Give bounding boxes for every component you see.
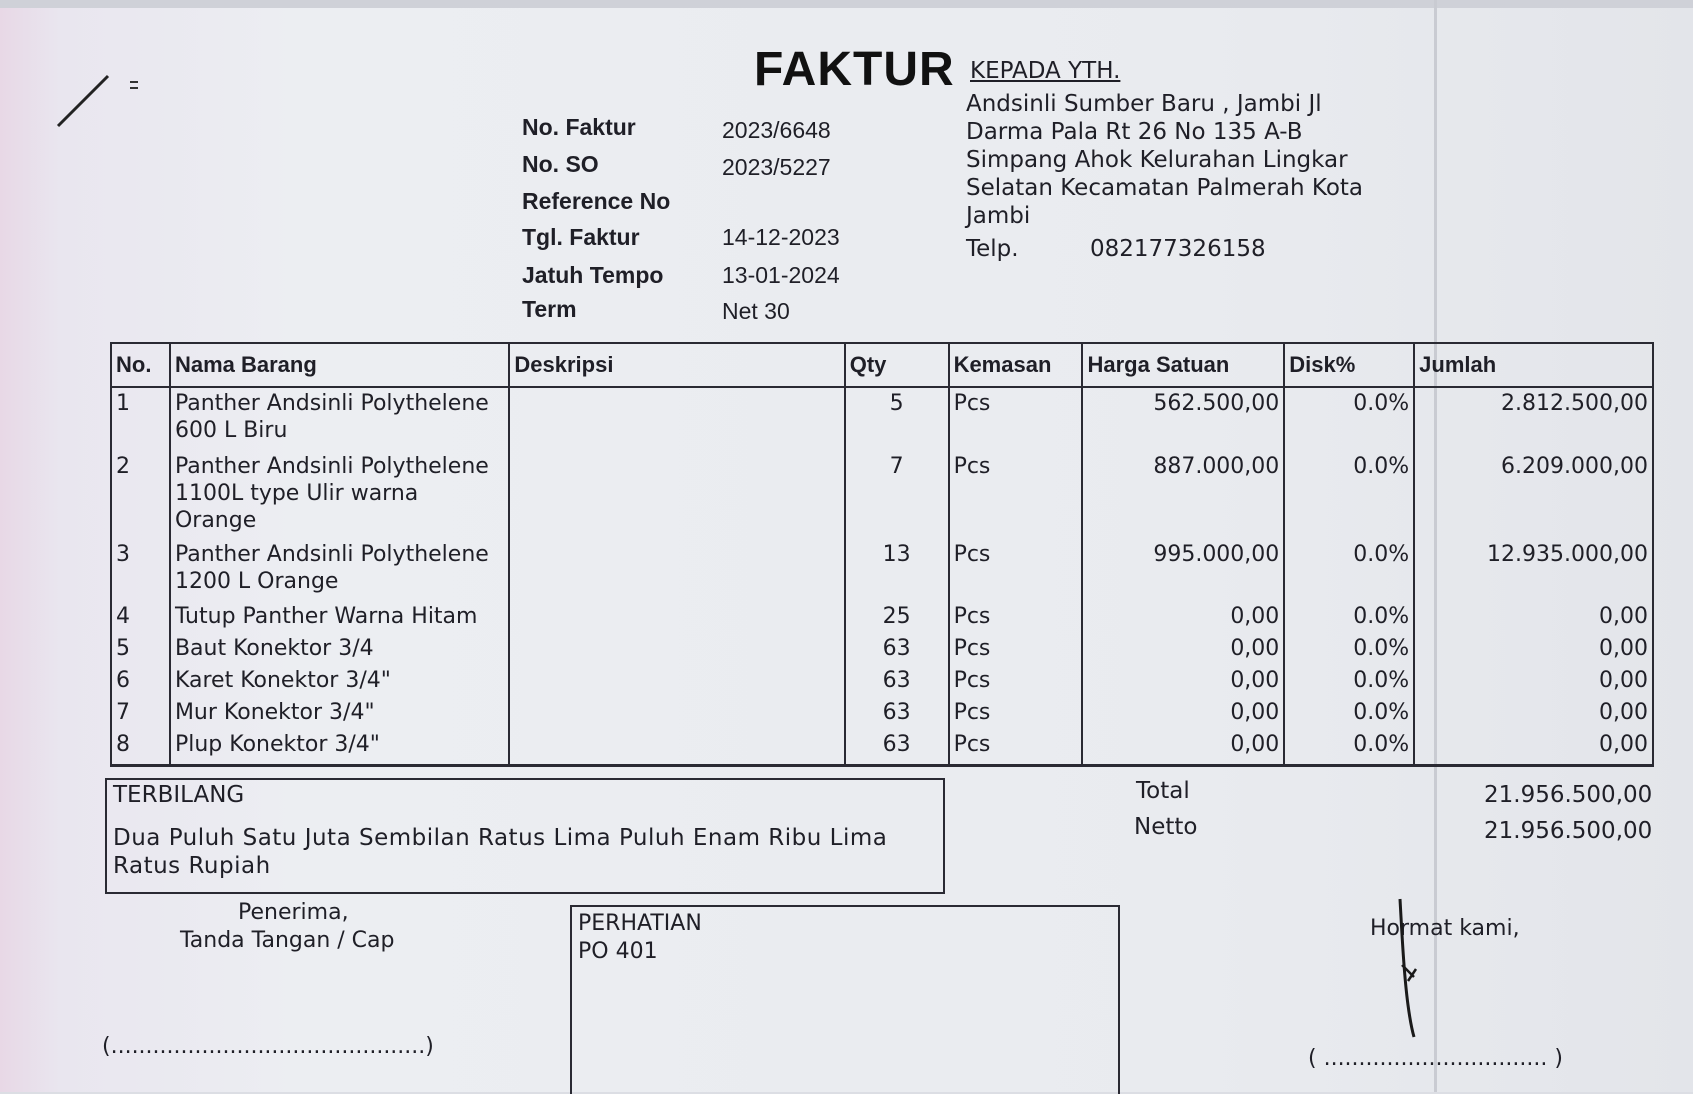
- cell-harga: 0,00: [1082, 665, 1284, 697]
- col-header-kemasan: Kemasan: [949, 343, 1083, 387]
- cell-deskripsi: [509, 451, 844, 539]
- cell-qty: 63: [845, 633, 949, 665]
- cell-qty: 13: [845, 539, 949, 601]
- table-row: [111, 697, 1653, 729]
- cell-jumlah: 0,00: [1414, 633, 1653, 665]
- table-row: [111, 387, 1653, 451]
- items-table: [110, 342, 1654, 767]
- cell-no: 8: [111, 729, 170, 765]
- term-label: Term: [522, 296, 577, 322]
- cell-no: 1: [111, 387, 170, 451]
- cell-disk: 0.0%: [1284, 451, 1414, 539]
- cell-jumlah: 12.935.000,00: [1414, 539, 1653, 601]
- cell-jumlah: 0,00: [1414, 601, 1653, 633]
- col-header-nama: Nama Barang: [170, 343, 509, 387]
- telp-value: 082177326158: [1090, 236, 1266, 262]
- col-header-jumlah: Jumlah: [1414, 343, 1653, 387]
- cell-nama: Mur Konektor 3/4": [170, 697, 509, 729]
- table-row: [111, 633, 1653, 665]
- col-header-deskripsi: Deskripsi: [509, 343, 844, 387]
- perhatian-box: [570, 905, 1120, 1094]
- perhatian-text: PO 401: [578, 939, 658, 964]
- cell-nama: Panther Andsinli Polythelene 1100L type Ulir warna Orange: [170, 451, 509, 539]
- col-header-no: No.: [111, 343, 170, 387]
- terbilang-box: [105, 778, 945, 894]
- cell-qty: 63: [845, 729, 949, 765]
- cell-kemasan: Pcs: [949, 539, 1083, 601]
- cell-deskripsi: [509, 539, 844, 601]
- recipient-address: Andsinli Sumber Baru , Jambi Jl Darma Pala Rt 26 No 135 A-B Simpang Ahok Kelurahan Lingkar Selatan Kecamatan Palmerah Kota Jambi: [966, 91, 1363, 229]
- no-faktur-label: No. Faktur: [522, 114, 636, 140]
- total-label: Total: [1136, 778, 1190, 804]
- invoice-title: FAKTUR: [754, 43, 955, 96]
- cell-kemasan: Pcs: [949, 665, 1083, 697]
- cell-no: 6: [111, 665, 170, 697]
- penerima-label: Penerima,: [238, 900, 349, 925]
- cell-nama: Plup Konektor 3/4": [170, 729, 509, 765]
- signature-stroke-icon: [1378, 895, 1428, 1045]
- perhatian-label: PERHATIAN: [578, 911, 702, 936]
- cell-deskripsi: [509, 633, 844, 665]
- paper-top-edge: [0, 0, 1693, 8]
- pen-mark-icon: [50, 68, 170, 138]
- cell-kemasan: Pcs: [949, 697, 1083, 729]
- cell-disk: 0.0%: [1284, 729, 1414, 765]
- table-row: [111, 451, 1653, 539]
- cell-harga: 0,00: [1082, 697, 1284, 729]
- cell-qty: 63: [845, 665, 949, 697]
- tgl-faktur-value: 14-12-2023: [722, 224, 840, 250]
- cell-qty: 7: [845, 451, 949, 539]
- cell-disk: 0.0%: [1284, 387, 1414, 451]
- table-row: [111, 729, 1653, 765]
- cell-no: 5: [111, 633, 170, 665]
- table-row: [111, 539, 1653, 601]
- cell-harga: 887.000,00: [1082, 451, 1284, 539]
- cell-jumlah: 0,00: [1414, 697, 1653, 729]
- term-value: Net 30: [722, 298, 790, 324]
- col-header-harga: Harga Satuan: [1082, 343, 1284, 387]
- hormat-signature-line: ( ................................ ): [1308, 1046, 1563, 1071]
- cell-harga: 995.000,00: [1082, 539, 1284, 601]
- cell-deskripsi: [509, 387, 844, 451]
- cell-no: 4: [111, 601, 170, 633]
- cell-nama: Panther Andsinli Polythelene 600 L Biru: [170, 387, 509, 451]
- cell-deskripsi: [509, 601, 844, 633]
- cell-harga: 0,00: [1082, 601, 1284, 633]
- cell-deskripsi: [509, 697, 844, 729]
- cell-nama: Tutup Panther Warna Hitam: [170, 601, 509, 633]
- no-faktur-value: 2023/6648: [722, 117, 831, 143]
- cell-deskripsi: [509, 665, 844, 697]
- cell-disk: 0.0%: [1284, 601, 1414, 633]
- telp-label: Telp.: [966, 236, 1019, 262]
- table-row: [111, 601, 1653, 633]
- netto-value: 21.956.500,00: [1484, 818, 1653, 844]
- cell-deskripsi: [509, 729, 844, 765]
- terbilang-text: Dua Puluh Satu Juta Sembilan Ratus Lima Puluh Enam Ribu Lima Ratus Rupiah: [113, 825, 888, 879]
- netto-label: Netto: [1134, 814, 1198, 840]
- jatuh-tempo-label: Jatuh Tempo: [522, 262, 664, 288]
- cell-no: 2: [111, 451, 170, 539]
- no-so-value: 2023/5227: [722, 154, 831, 180]
- cell-kemasan: Pcs: [949, 633, 1083, 665]
- cell-nama: Panther Andsinli Polythelene 1200 L Orange: [170, 539, 509, 601]
- recipient-label: KEPADA YTH.: [970, 58, 1121, 84]
- penerima-signature-line: (.............................................): [102, 1034, 434, 1059]
- cell-no: 3: [111, 539, 170, 601]
- cell-qty: 63: [845, 697, 949, 729]
- cell-kemasan: Pcs: [949, 601, 1083, 633]
- total-value: 21.956.500,00: [1484, 782, 1653, 808]
- table-header-row: [111, 343, 1653, 387]
- cell-harga: 0,00: [1082, 633, 1284, 665]
- cell-jumlah: 0,00: [1414, 665, 1653, 697]
- cell-disk: 0.0%: [1284, 697, 1414, 729]
- cell-jumlah: 6.209.000,00: [1414, 451, 1653, 539]
- cell-harga: 562.500,00: [1082, 387, 1284, 451]
- cell-disk: 0.0%: [1284, 665, 1414, 697]
- reference-label: Reference No: [522, 188, 671, 214]
- tgl-faktur-label: Tgl. Faktur: [522, 224, 640, 250]
- cell-kemasan: Pcs: [949, 451, 1083, 539]
- cell-jumlah: 0,00: [1414, 729, 1653, 765]
- cell-disk: 0.0%: [1284, 539, 1414, 601]
- penerima-sub-label: Tanda Tangan / Cap: [180, 928, 395, 953]
- hormat-label: Hormat kami,: [1370, 916, 1520, 941]
- cell-qty: 5: [845, 387, 949, 451]
- cell-no: 7: [111, 697, 170, 729]
- col-header-disk: Disk%: [1284, 343, 1414, 387]
- jatuh-tempo-value: 13-01-2024: [722, 262, 840, 288]
- cell-kemasan: Pcs: [949, 729, 1083, 765]
- no-so-label: No. SO: [522, 151, 599, 177]
- cell-kemasan: Pcs: [949, 387, 1083, 451]
- cell-jumlah: 2.812.500,00: [1414, 387, 1653, 451]
- table-row: [111, 665, 1653, 697]
- cell-disk: 0.0%: [1284, 633, 1414, 665]
- cell-qty: 25: [845, 601, 949, 633]
- terbilang-label: TERBILANG: [113, 782, 245, 808]
- cell-harga: 0,00: [1082, 729, 1284, 765]
- cell-nama: Karet Konektor 3/4": [170, 665, 509, 697]
- col-header-qty: Qty: [845, 343, 949, 387]
- cell-nama: Baut Konektor 3/4: [170, 633, 509, 665]
